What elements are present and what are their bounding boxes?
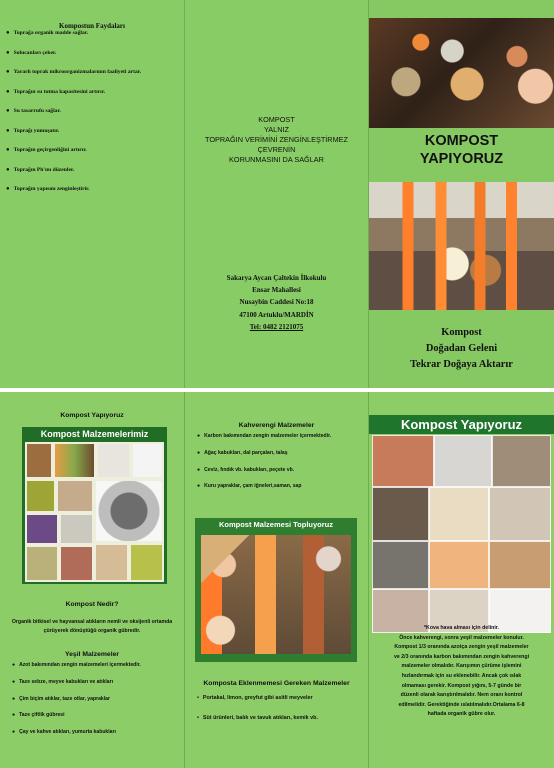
process-photo	[372, 541, 429, 589]
poster-title: KOMPOST YAPIYORUZ	[419, 133, 504, 167]
benefit-item: ● Solucanları çeker.	[6, 49, 57, 56]
jar-photo	[96, 442, 131, 479]
students-compost-photo	[369, 182, 554, 310]
bucket-photo	[131, 442, 164, 479]
benefit-item: ● Toprağın Ph'ını düzenler.	[6, 166, 75, 173]
brown-materials-title: Kahverengi Malzemeler	[238, 422, 315, 429]
process-panel	[369, 392, 554, 768]
process-photo	[489, 541, 551, 589]
green-material-item: ● Taze sebze, meyve kabukları ve atıkları	[12, 678, 113, 685]
green-material-photo	[25, 479, 56, 513]
benefits-panel	[0, 0, 184, 388]
green-materials-title: Yeşil Malzemeler	[64, 651, 120, 658]
collage-label: Kompost Malzemelerimiz	[40, 429, 149, 439]
benefit-item: ● Toprağın su tutma kapasitesini artırır.	[6, 88, 106, 95]
benefit-item: ● Toprağın yapısını zenginleştirir.	[6, 186, 90, 192]
students-collecting-leaves-photo	[201, 535, 351, 654]
compost-message	[185, 115, 368, 165]
message-line: TOPRAĞIN VERİMİNİ ZENGİNLEŞTİRMEZ	[205, 135, 348, 144]
brochure-inside	[0, 392, 554, 768]
process-photo	[429, 541, 489, 589]
compost-soil-photo	[369, 18, 554, 128]
message-line: YALNIZ	[263, 125, 289, 134]
message-line: ÇEVRENİN	[257, 145, 296, 154]
process-photo	[492, 435, 551, 487]
process-photo	[372, 435, 434, 487]
benefits-list	[6, 30, 181, 206]
compost-process-collage	[372, 435, 551, 633]
compost-definition: Organik bitkisel ve hayvansal atıkların nemli ve oksijenli ortamda çürüyerek dönüştüğü organik gübredir.	[11, 619, 173, 634]
material-collection-photo	[195, 518, 357, 662]
green-material-item: ● Taze çiftlik gübresi	[12, 712, 65, 719]
benefit-item: ● Yararlı toprak mikroorganizmalarının faaliyeti artar.	[6, 69, 142, 75]
exclude-materials-title: Komposta Eklenmemesi Gereken Malzemeler	[203, 680, 350, 687]
purple-material-photo	[25, 513, 59, 545]
exclude-material-item: • Portakal, limon, greyfut gibi asitli meyveler	[197, 695, 313, 701]
address-line: Nusaybin Caddesi No:18	[239, 298, 314, 307]
compost-bin-photo	[94, 479, 164, 543]
brown-materials-panel	[185, 392, 368, 768]
phone-number: Tel: 0482 2121075	[249, 322, 304, 331]
green-materials-list	[12, 662, 177, 746]
benefit-item: ● Su tasarrufu sağlar.	[6, 108, 61, 114]
compost-slogan: Kompost Doğadan Geleni Tekrar Doğaya Aktarır	[410, 327, 513, 370]
brown-material-item: ● Ceviz, fındık vb. kabukları, peçete vb.	[197, 466, 295, 473]
brown-material-item: ● Ağaç kabukları, dal parçaları, talaş	[197, 449, 288, 456]
school-address	[185, 272, 368, 333]
tray-material-photo	[25, 545, 59, 582]
brown-material-item: ● Kuru yapraklar, çam iğneleri,saman, sap	[197, 483, 302, 490]
shell-material-photo	[56, 479, 94, 513]
process-title: Kompost Yapıyoruz	[369, 415, 554, 434]
green-material-item: ● Çay ve kahve atıkları, yumurta kabukları	[12, 729, 116, 736]
section-title: Kompost Yapıyoruz	[60, 412, 124, 419]
dry-material-photo	[59, 513, 94, 545]
brown-material-item: ● Karbon bakımından zengin malzemeler içermektedir.	[197, 433, 332, 439]
definition-title: Kompost Nedir?	[65, 601, 119, 608]
benefit-item: ● Toprağı yumuşatır.	[6, 127, 60, 134]
green-material-item: ● Çim biçim atıklar, taze otlar, yapraklar	[12, 695, 110, 702]
plate-material-photo	[59, 545, 94, 582]
address-line: 47100 Artuklu/MARDİN	[239, 310, 314, 319]
benefits-title: Kompostun Faydaları	[59, 22, 125, 30]
photo-label: Kompost Malzemesi Topluyoruz	[218, 520, 334, 529]
process-photo	[429, 487, 489, 541]
mixed-material-photo	[129, 543, 164, 582]
process-photo	[372, 487, 429, 541]
address-line: Ensar Mahallesi	[252, 286, 301, 295]
address-line: Sakarya Aycan Çaltekin İlkokulu	[226, 274, 327, 282]
fruit-peels-photo	[53, 442, 96, 479]
process-photo	[434, 435, 492, 487]
process-photo	[489, 487, 551, 541]
brown-material-photo	[94, 543, 129, 582]
compost-instructions: *Kova hava alması için delinir. Önce kahverengi, sonra yeşil malzemeler konulur. Kompost 1/3 oranında azotça zengin yeşil malzemeler ve 2/3 oranında karbon bakımından zengin kahverengi malzemeler olmalıdır. Karışımın çürüme işlemini hızlandırmak için su eklenebilir. Ancak çok ıslak olmaması gerekir. Kompost yığını, 5-7 günde bir düzenli olarak karıştırılmalıdır. Nem oranı kontrol edilmelidir. Gerektiğinde ıslatılmalıdır.Ortalama 6-8 haftada organik gübre olur.	[393, 625, 530, 718]
vegetable-scraps-photo	[25, 442, 53, 479]
benefit-item: ● Toprağa organik madde sağlar.	[6, 30, 89, 36]
cover-panel	[369, 0, 554, 388]
materials-collage	[22, 427, 167, 584]
brown-materials-list	[197, 433, 361, 500]
exclude-material-item: • Süt ürünleri, balık ve tavuk atıkları, kemik vb.	[197, 715, 318, 721]
message-line: KORUNMASINI DA SAĞLAR	[229, 155, 324, 164]
materials-panel	[0, 392, 184, 768]
green-material-item: ● Azot bakımından zengin malzemeleri içermektedir.	[12, 662, 141, 668]
message-line: KOMPOST	[258, 115, 295, 124]
message-panel	[185, 0, 368, 388]
benefit-item: ● Toprağın geçirgenliğini artırır.	[6, 147, 87, 153]
exclude-materials-list	[197, 695, 363, 732]
